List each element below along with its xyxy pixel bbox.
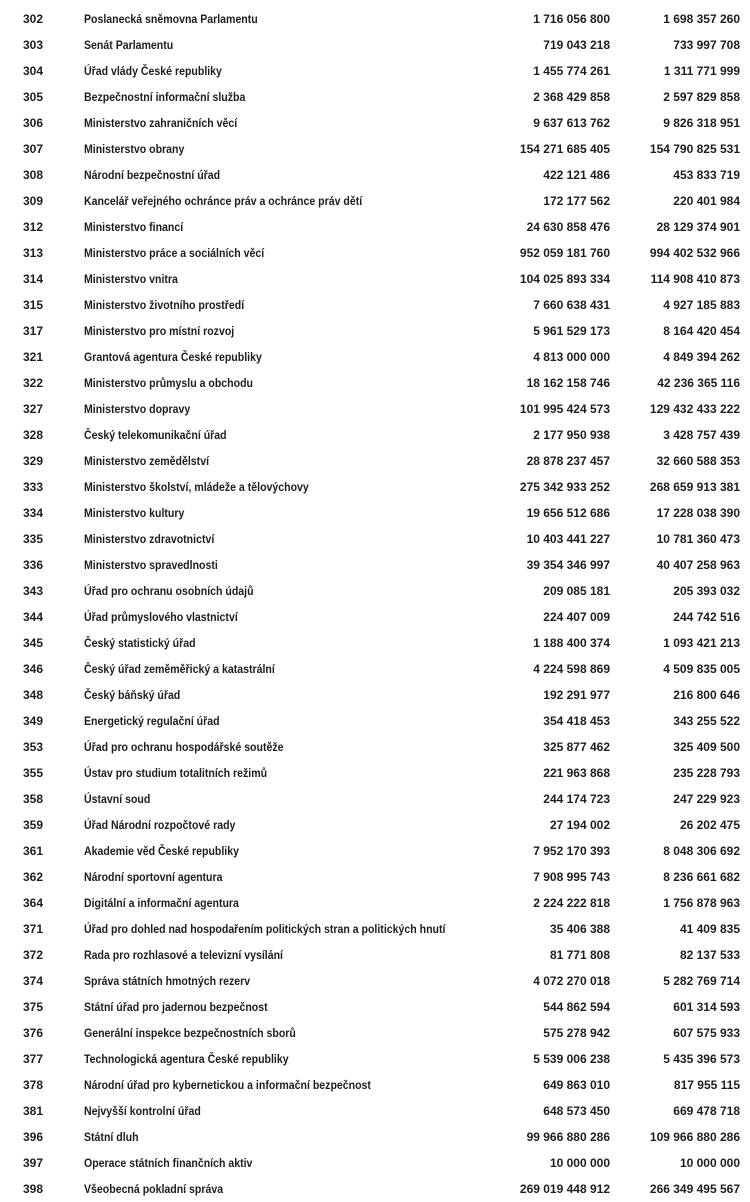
row-amount-1: 2 224 222 818 <box>533 896 610 910</box>
row-code: 334 <box>23 506 44 520</box>
row-amount-2: 4 509 835 005 <box>663 662 740 676</box>
table-row <box>0 578 750 604</box>
row-name: Ministerstvo kultury <box>84 506 185 520</box>
row-code: 359 <box>23 818 44 832</box>
table-row <box>0 240 750 266</box>
table-row <box>0 1046 750 1072</box>
row-amount-1: 1 716 056 800 <box>533 12 610 26</box>
row-amount-2: 5 435 396 573 <box>663 1052 740 1066</box>
row-amount-1: 2 177 950 938 <box>533 428 610 442</box>
row-amount-2: 1 311 771 999 <box>663 64 740 78</box>
row-code: 302 <box>23 12 44 26</box>
row-amount-1: 4 072 270 018 <box>533 974 610 988</box>
table-row <box>0 6 750 32</box>
table-row <box>0 916 750 942</box>
row-name: Ministerstvo vnitra <box>84 272 178 286</box>
row-amount-1: 2 368 429 858 <box>533 90 610 104</box>
row-name: Ministerstvo školství, mládeže a tělovýchovy <box>84 480 309 494</box>
table-row <box>0 162 750 188</box>
row-amount-1: 221 963 868 <box>543 766 610 780</box>
row-code: 307 <box>23 142 44 156</box>
row-code: 335 <box>23 532 44 546</box>
row-code: 371 <box>23 922 44 936</box>
row-code: 343 <box>23 584 44 598</box>
row-code: 304 <box>23 64 44 78</box>
row-amount-1: 4 813 000 000 <box>533 350 610 364</box>
table-row <box>0 552 750 578</box>
row-amount-2: 1 093 421 213 <box>663 636 740 650</box>
table-row <box>0 344 750 370</box>
row-name: Úřad pro ochranu hospodářské soutěže <box>84 740 284 754</box>
row-name: Technologická agentura České republiky <box>84 1052 289 1066</box>
row-amount-2: 28 129 374 901 <box>656 220 740 234</box>
row-amount-2: 114 908 410 873 <box>650 272 740 286</box>
row-name: Národní úřad pro kybernetickou a informační bezpečnost <box>84 1078 371 1092</box>
row-amount-2: 9 826 318 951 <box>663 116 740 130</box>
table-row <box>0 370 750 396</box>
row-code: 381 <box>23 1104 44 1118</box>
row-code: 317 <box>23 324 44 338</box>
row-amount-1: 719 043 218 <box>543 38 610 52</box>
row-amount-2: 8 236 661 682 <box>663 870 740 884</box>
table-row <box>0 110 750 136</box>
row-code: 306 <box>23 116 44 130</box>
table-row <box>0 1020 750 1046</box>
row-name: Energetický regulační úřad <box>84 714 220 728</box>
table-row <box>0 396 750 422</box>
row-name: Český báňský úřad <box>84 688 181 702</box>
row-code: 364 <box>23 896 44 910</box>
row-code: 314 <box>23 272 44 286</box>
table-row <box>0 84 750 110</box>
table-row <box>0 474 750 500</box>
row-amount-2: 325 409 500 <box>673 740 740 754</box>
row-amount-1: 81 771 808 <box>549 948 610 962</box>
row-code: 362 <box>23 870 44 884</box>
row-code: 346 <box>23 662 44 676</box>
row-amount-1: 7 952 170 393 <box>533 844 610 858</box>
row-amount-2: 32 660 588 353 <box>656 454 740 468</box>
row-amount-2: 4 927 185 883 <box>663 298 740 312</box>
row-code: 329 <box>23 454 44 468</box>
row-name: Národní sportovní agentura <box>84 870 223 884</box>
row-amount-2: 266 349 495 567 <box>649 1182 740 1196</box>
row-name: Český telekomunikační úřad <box>84 428 227 442</box>
row-code: 353 <box>23 740 44 754</box>
row-amount-1: 575 278 942 <box>543 1026 610 1040</box>
row-amount-1: 19 656 512 686 <box>526 506 610 520</box>
row-code: 308 <box>23 168 44 182</box>
table-row <box>0 292 750 318</box>
row-name: Správa státních hmotných rezerv <box>84 974 251 988</box>
row-amount-1: 35 406 388 <box>549 922 610 936</box>
row-name: Senát Parlamentu <box>84 38 174 52</box>
row-amount-1: 1 188 400 374 <box>533 636 610 650</box>
row-name: Úřad pro ochranu osobních údajů <box>84 584 254 598</box>
row-amount-2: 26 202 475 <box>679 818 740 832</box>
row-name: Všeobecná pokladní správa <box>84 1182 224 1196</box>
row-amount-1: 24 630 858 476 <box>526 220 610 234</box>
row-amount-2: 154 790 825 531 <box>649 142 740 156</box>
row-amount-2: 129 432 433 222 <box>649 402 740 416</box>
table-row <box>0 422 750 448</box>
row-name: Grantová agentura České republiky <box>84 350 262 364</box>
row-code: 322 <box>23 376 44 390</box>
row-amount-2: 1 698 357 260 <box>663 12 740 26</box>
row-amount-2: 216 800 646 <box>673 688 740 702</box>
row-name: Národní bezpečnostní úřad <box>84 168 221 182</box>
row-amount-1: 649 863 010 <box>543 1078 610 1092</box>
table-row <box>0 786 750 812</box>
row-amount-1: 648 573 450 <box>543 1104 610 1118</box>
row-amount-1: 5 961 529 173 <box>533 324 610 338</box>
row-name: Ministerstvo životního prostředí <box>84 298 245 312</box>
row-name: Kancelář veřejného ochránce práv a ochránce práv dětí <box>84 194 363 208</box>
row-code: 398 <box>23 1182 44 1196</box>
row-amount-1: 244 174 723 <box>543 792 610 806</box>
row-name: Ministerstvo dopravy <box>84 402 191 416</box>
row-name: Generální inspekce bezpečnostních sborů <box>84 1026 296 1040</box>
table-row <box>0 526 750 552</box>
row-code: 361 <box>23 844 44 858</box>
row-amount-1: 99 966 880 286 <box>526 1130 610 1144</box>
row-code: 305 <box>23 90 44 104</box>
row-code: 374 <box>23 974 44 988</box>
row-name: Ministerstvo zemědělství <box>84 454 210 468</box>
row-amount-2: 42 236 365 116 <box>657 376 740 390</box>
row-amount-2: 41 409 835 <box>679 922 740 936</box>
row-name: Digitální a informační agentura <box>84 896 239 910</box>
row-amount-1: 10 403 441 227 <box>526 532 610 546</box>
table-row <box>0 1072 750 1098</box>
row-amount-1: 354 418 453 <box>543 714 610 728</box>
row-code: 397 <box>23 1156 44 1170</box>
row-amount-2: 601 314 593 <box>673 1000 740 1014</box>
table-row <box>0 1098 750 1124</box>
row-amount-1: 544 862 594 <box>543 1000 610 1014</box>
row-amount-1: 101 995 424 573 <box>519 402 610 416</box>
row-code: 372 <box>23 948 44 962</box>
row-name: Ústavní soud <box>84 792 151 806</box>
row-code: 355 <box>23 766 44 780</box>
row-code: 333 <box>23 480 44 494</box>
table-row <box>0 266 750 292</box>
table-row <box>0 32 750 58</box>
row-name: Státní dluh <box>84 1130 139 1144</box>
table-row <box>0 968 750 994</box>
row-amount-2: 8 164 420 454 <box>663 324 740 338</box>
row-amount-2: 220 401 984 <box>673 194 740 208</box>
row-code: 315 <box>23 298 44 312</box>
row-name: Ústav pro studium totalitních režimů <box>84 766 268 780</box>
row-amount-1: 224 407 009 <box>543 610 610 624</box>
table-row <box>0 318 750 344</box>
row-amount-1: 192 291 977 <box>543 688 610 702</box>
table-row <box>0 136 750 162</box>
row-amount-1: 9 637 613 762 <box>533 116 610 130</box>
row-amount-2: 453 833 719 <box>673 168 740 182</box>
row-amount-1: 4 224 598 869 <box>533 662 610 676</box>
row-amount-2: 247 229 923 <box>673 792 740 806</box>
row-name: Úřad vlády České republiky <box>84 64 222 78</box>
row-amount-1: 7 908 995 743 <box>533 870 610 884</box>
row-amount-1: 27 194 002 <box>549 818 610 832</box>
row-code: 327 <box>23 402 44 416</box>
row-amount-2: 343 255 522 <box>673 714 740 728</box>
row-amount-1: 1 455 774 261 <box>533 64 610 78</box>
row-name: Operace státních finančních aktiv <box>84 1156 253 1170</box>
row-amount-2: 733 997 708 <box>673 38 740 52</box>
table-row <box>0 1124 750 1150</box>
row-amount-2: 17 228 038 390 <box>656 506 740 520</box>
row-amount-2: 10 000 000 <box>679 1156 740 1170</box>
row-code: 313 <box>23 246 44 260</box>
row-amount-1: 154 271 685 405 <box>519 142 610 156</box>
row-code: 358 <box>23 792 44 806</box>
row-code: 376 <box>23 1026 44 1040</box>
row-amount-2: 82 137 533 <box>679 948 740 962</box>
table-row <box>0 760 750 786</box>
table-row <box>0 734 750 760</box>
row-code: 309 <box>23 194 44 208</box>
row-name: Ministerstvo pro místní rozvoj <box>84 324 235 338</box>
row-name: Ministerstvo práce a sociálních věcí <box>84 246 265 260</box>
row-name: Úřad Národní rozpočtové rady <box>84 818 236 832</box>
table-row <box>0 604 750 630</box>
row-name: Ministerstvo obrany <box>84 142 185 156</box>
table-row <box>0 58 750 84</box>
row-amount-1: 269 019 448 912 <box>519 1182 610 1196</box>
row-amount-1: 104 025 893 334 <box>519 272 610 286</box>
row-amount-2: 235 228 793 <box>673 766 740 780</box>
row-amount-1: 172 177 562 <box>543 194 610 208</box>
table-row <box>0 838 750 864</box>
row-code: 345 <box>23 636 44 650</box>
row-amount-2: 109 966 880 286 <box>649 1130 740 1144</box>
row-amount-1: 7 660 638 431 <box>533 298 610 312</box>
row-amount-1: 422 121 486 <box>543 168 610 182</box>
table-row <box>0 214 750 240</box>
table-row <box>0 890 750 916</box>
row-amount-2: 3 428 757 439 <box>663 428 740 442</box>
row-name: Rada pro rozhlasové a televizní vysílání <box>84 948 283 962</box>
row-name: Úřad pro dohled nad hospodařením politických stran a politických hnutí <box>84 922 446 936</box>
row-amount-2: 817 955 115 <box>673 1078 740 1092</box>
table-row <box>0 994 750 1020</box>
row-name: Nejvyšší kontrolní úřad <box>84 1104 201 1118</box>
row-code: 321 <box>23 350 44 364</box>
row-amount-2: 607 575 933 <box>673 1026 740 1040</box>
row-amount-1: 10 000 000 <box>549 1156 610 1170</box>
table-row <box>0 812 750 838</box>
row-amount-2: 40 407 258 963 <box>656 558 740 572</box>
row-amount-1: 18 162 158 746 <box>526 376 610 390</box>
row-name: Ministerstvo zdravotnictví <box>84 532 215 546</box>
row-code: 378 <box>23 1078 44 1092</box>
row-name: Akademie věd České republiky <box>84 844 239 858</box>
row-amount-1: 5 539 006 238 <box>533 1052 610 1066</box>
row-code: 344 <box>23 610 44 624</box>
table-row <box>0 630 750 656</box>
row-amount-2: 2 597 829 858 <box>663 90 740 104</box>
row-name: Ministerstvo spravedlnosti <box>84 558 218 572</box>
table-row <box>0 188 750 214</box>
table-row <box>0 656 750 682</box>
row-code: 377 <box>23 1052 44 1066</box>
row-name: Ministerstvo financí <box>84 220 184 234</box>
row-code: 328 <box>23 428 44 442</box>
row-amount-2: 205 393 032 <box>673 584 740 598</box>
row-amount-2: 10 781 360 473 <box>656 532 740 546</box>
row-code: 396 <box>23 1130 44 1144</box>
row-amount-2: 994 402 532 966 <box>649 246 740 260</box>
row-amount-2: 5 282 769 714 <box>663 974 740 988</box>
table-row <box>0 448 750 474</box>
row-amount-2: 1 756 878 963 <box>663 896 740 910</box>
row-name: Úřad průmyslového vlastnictví <box>84 610 238 624</box>
row-amount-1: 952 059 181 760 <box>519 246 610 260</box>
row-name: Poslanecká sněmovna Parlamentu <box>84 12 258 26</box>
row-code: 312 <box>23 220 44 234</box>
table-row <box>0 1150 750 1176</box>
table-row <box>0 500 750 526</box>
row-name: Ministerstvo průmyslu a obchodu <box>84 376 253 390</box>
row-amount-2: 669 478 718 <box>673 1104 740 1118</box>
row-amount-1: 325 877 462 <box>543 740 610 754</box>
row-name: Ministerstvo zahraničních věcí <box>84 116 238 130</box>
row-amount-1: 275 342 933 252 <box>519 480 610 494</box>
row-name: Státní úřad pro jadernou bezpečnost <box>84 1000 268 1014</box>
row-code: 348 <box>23 688 44 702</box>
row-code: 375 <box>23 1000 44 1014</box>
row-amount-1: 28 878 237 457 <box>526 454 610 468</box>
row-amount-2: 4 849 394 262 <box>663 350 740 364</box>
row-code: 336 <box>23 558 44 572</box>
row-amount-2: 8 048 306 692 <box>663 844 740 858</box>
row-amount-1: 39 354 346 997 <box>526 558 610 572</box>
table-row <box>0 1176 750 1202</box>
row-amount-2: 268 659 913 381 <box>649 480 740 494</box>
row-name: Český úřad zeměměřický a katastrální <box>84 662 275 676</box>
table-row <box>0 942 750 968</box>
row-code: 349 <box>23 714 44 728</box>
row-name: Český statistický úřad <box>84 636 196 650</box>
table-row <box>0 708 750 734</box>
row-amount-1: 209 085 181 <box>543 584 610 598</box>
table-row <box>0 682 750 708</box>
table-row <box>0 864 750 890</box>
row-name: Bezpečnostní informační služba <box>84 90 246 104</box>
row-code: 303 <box>23 38 44 52</box>
row-amount-2: 244 742 516 <box>673 610 740 624</box>
